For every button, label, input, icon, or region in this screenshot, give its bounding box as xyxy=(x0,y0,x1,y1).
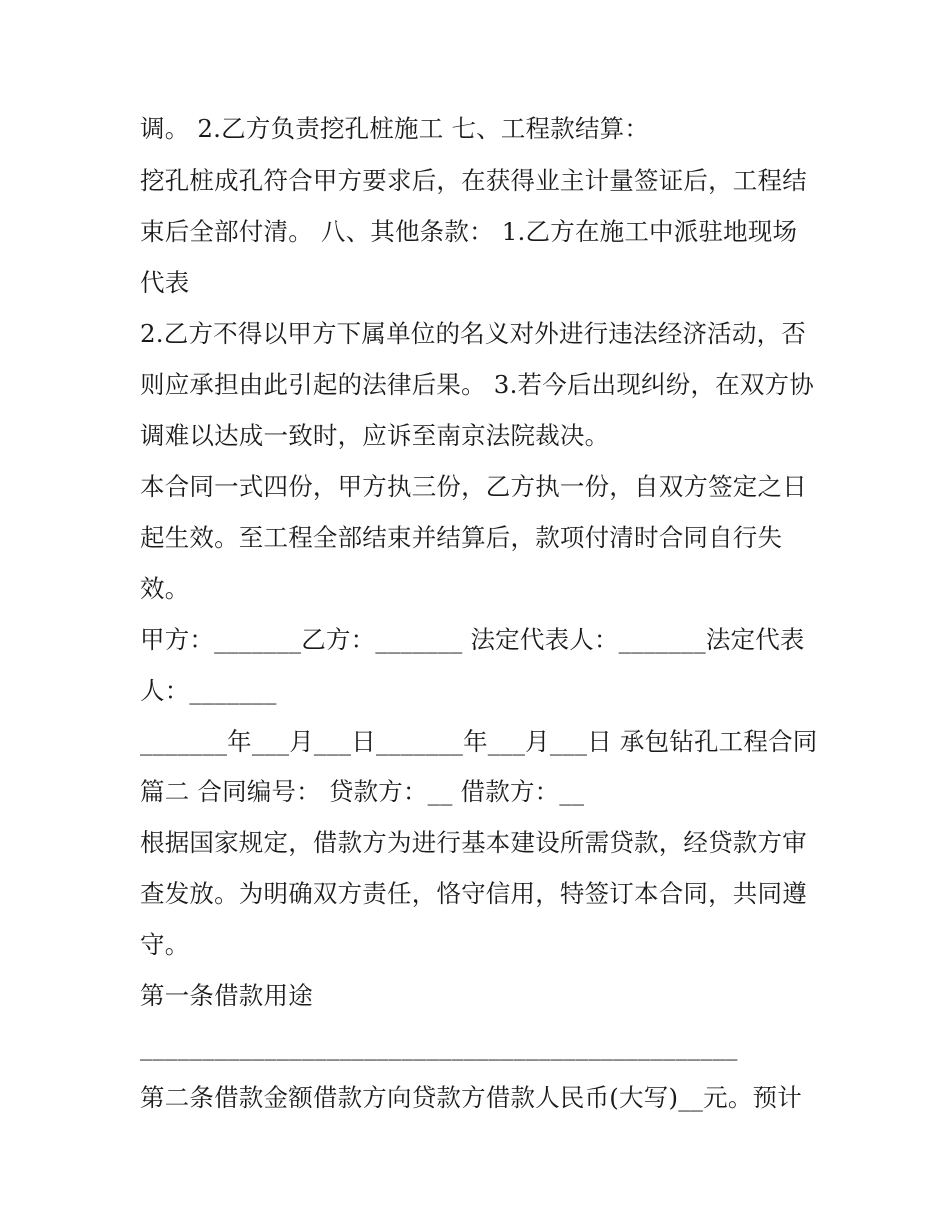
paragraph-line: 根据国家规定，借款方为进行基本建设所需贷款，经贷款方审 xyxy=(140,828,807,857)
paragraph-line: 2.乙方不得以甲方下属单位的名义对外进行违法经济活动，否 xyxy=(140,319,806,348)
paragraph-line: 挖孔桩成孔符合甲方要求后，在获得业主计量签证后，工程结 xyxy=(140,166,807,195)
paragraph-line: 第二条借款金额借款方向贷款方借款人民币(大写)__元。预计 xyxy=(140,1083,802,1112)
paragraph-line: 查发放。为明确双方责任，恪守信用，特签订本合同，共同遵 xyxy=(140,879,807,908)
paragraph-line: 守。 xyxy=(140,930,190,959)
blank-underline: ________________________________________________ xyxy=(140,1032,738,1061)
signature-line: 甲方：_______乙方：_______ 法定代表人：_______法定代表 xyxy=(140,625,805,654)
date-line: _______年___月___日_______年___月___日 承包钻孔工程合同 xyxy=(140,727,818,756)
paragraph-line: 代表 xyxy=(140,268,190,297)
section-heading: 篇二 合同编号： 贷款方：__ 借款方：__ xyxy=(140,777,585,806)
paragraph-line: 起生效。至工程全部结束并结算后，款项付清时合同自行失 xyxy=(140,523,783,552)
paragraph-line: 则应承担由此引起的法律后果。 3.若今后出现纠纷，在双方协 xyxy=(140,370,814,399)
article-heading: 第一条借款用途 xyxy=(140,981,313,1010)
paragraph-line: 调难以达成一致时，应诉至南京法院裁决。 xyxy=(140,421,610,450)
paragraph-line: 效。 xyxy=(140,574,190,603)
paragraph-line: 调。 2.乙方负责挖孔桩施工 七、工程款结算： xyxy=(140,114,650,143)
signature-line: 人：_______ xyxy=(140,676,277,705)
paragraph-line: 束后全部付清。 八、其他条款： 1.乙方在施工中派驻地现场 xyxy=(140,217,798,246)
paragraph-line: 本合同一式四份，甲方执三份，乙方执一份，自双方签定之日 xyxy=(140,472,807,501)
